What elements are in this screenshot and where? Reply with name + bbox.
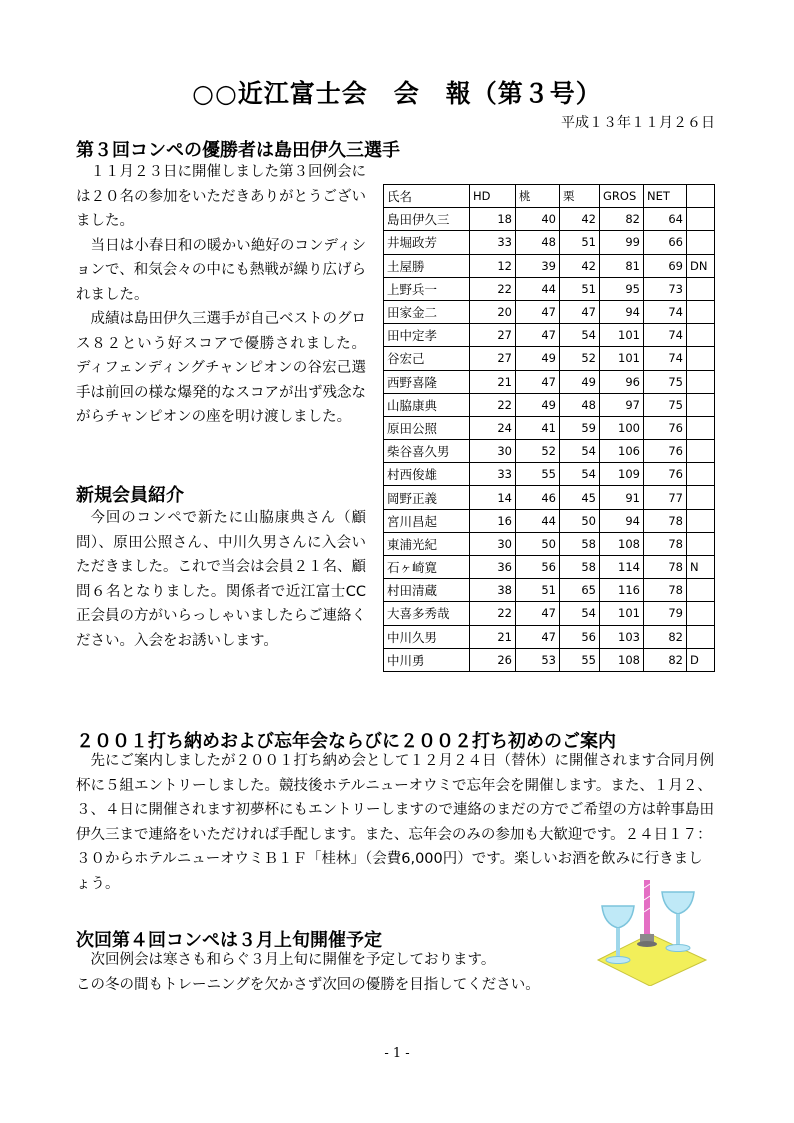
table-row [384,532,715,555]
table-cell [687,486,715,509]
section-heading-year-end: ２００１打ち納めおよび忘年会ならびに２００２打ち初めのご案内 [76,731,616,752]
table-cell: 75 [644,370,687,393]
table-cell: 54 [560,463,600,486]
table-row [384,347,715,370]
table-cell: 81 [600,254,644,277]
table-cell: 64 [644,208,687,231]
score-table [383,184,715,672]
table-cell: 56 [516,556,560,579]
header-kuri: 栗 [560,185,600,208]
table-cell [687,532,715,555]
table-cell: 41 [516,416,560,439]
table-cell: 22 [470,393,516,416]
table-row [384,579,715,602]
table-row [384,300,715,323]
table-cell [687,231,715,254]
table-cell: 49 [516,393,560,416]
table-cell: 22 [470,602,516,625]
table-row [384,370,715,393]
paragraph: 次回例会は寒さも和らぐ３月上旬に開催を予定しております。 [90,952,496,968]
table-cell: 東浦光紀 [384,532,470,555]
table-cell: 101 [600,602,644,625]
table-cell: 47 [560,300,600,323]
table-cell [687,509,715,532]
table-cell: 101 [600,324,644,347]
table-cell: 91 [600,486,644,509]
table-cell: 100 [600,416,644,439]
table-cell: 49 [516,347,560,370]
table-cell: 59 [560,416,600,439]
table-cell: 74 [644,324,687,347]
section-heading-winner: 第３回コンペの優勝者は島田伊久三選手 [76,140,400,161]
table-cell: 47 [516,300,560,323]
table-cell: 76 [644,463,687,486]
table-cell: 24 [470,416,516,439]
table-cell [687,277,715,300]
table-cell: 44 [516,277,560,300]
table-cell: 36 [470,556,516,579]
table-row [384,254,715,277]
table-cell: 47 [516,625,560,648]
table-cell: 12 [470,254,516,277]
table-cell: 40 [516,208,560,231]
header-net: NET [644,185,687,208]
header-hd: HD [470,185,516,208]
paragraph: 今回のコンペで新たに山脇康典さん（顧問）、原田公照さん、中川久男さんに入会いただきました。これで当会は会員２１名、顧問６名となりました。関係者で近江富士CC正会員の方がいらっしゃいましたらご連絡ください。入会をお誘いします。 [76,510,366,649]
header-name: 氏名 [384,185,470,208]
table-cell: 33 [470,231,516,254]
table-cell [687,416,715,439]
table-row [384,231,715,254]
page-title: ○○近江富士会 会 報（第３号） [192,79,602,108]
table-cell: 51 [560,231,600,254]
table-cell: 谷宏己 [384,347,470,370]
table-cell: 79 [644,602,687,625]
table-cell: 94 [600,509,644,532]
table-header-row [384,185,715,208]
header-momo: 桃 [516,185,560,208]
table-cell: 22 [470,277,516,300]
paragraph: この冬の間もトレーニングを欠かさず次回の優勝を目指してください。 [76,976,540,993]
table-cell: 106 [600,440,644,463]
table-cell: 78 [644,556,687,579]
table-cell: 島田伊久三 [384,208,470,231]
table-cell: 95 [600,277,644,300]
paragraph: １１月２３日に開催しました第３回例会には２０名の参加をいただきありがとうございました。 [76,164,366,229]
table-cell: 18 [470,208,516,231]
champagne-glasses-candle-icon [588,874,710,986]
table-cell: 54 [560,440,600,463]
table-cell: 66 [644,231,687,254]
table-cell: 52 [516,440,560,463]
table-cell: 82 [644,648,687,671]
table-cell: 柴谷喜久男 [384,440,470,463]
table-cell: 土屋勝 [384,254,470,277]
table-cell: 76 [644,440,687,463]
table-cell [687,625,715,648]
table-cell: 42 [560,208,600,231]
section-heading-new-members: 新規会員紹介 [76,485,184,506]
page-number: - 1 - [384,1046,410,1061]
table-cell: 114 [600,556,644,579]
table-cell: 73 [644,277,687,300]
table-cell: 田中定孝 [384,324,470,347]
table-cell [687,579,715,602]
table-cell: 中川久男 [384,625,470,648]
table-row [384,393,715,416]
table-cell: 42 [560,254,600,277]
table-cell: 78 [644,532,687,555]
table-cell: 116 [600,579,644,602]
table-cell: 38 [470,579,516,602]
header-gross: GROS [600,185,644,208]
table-cell: 108 [600,648,644,671]
table-row [384,208,715,231]
table-cell [687,393,715,416]
table-cell: 49 [560,370,600,393]
table-cell: 77 [644,486,687,509]
table-cell: 中川勇 [384,648,470,671]
table-cell: 村田清蔵 [384,579,470,602]
section-body-next-competition [76,948,616,997]
table-cell: 上野兵一 [384,277,470,300]
table-row [384,602,715,625]
table-cell: 54 [560,324,600,347]
table-cell: 30 [470,440,516,463]
table-cell: 101 [600,347,644,370]
table-cell: 65 [560,579,600,602]
table-cell: 44 [516,509,560,532]
table-cell [687,463,715,486]
table-cell: DN [687,254,715,277]
table-cell: 74 [644,300,687,323]
table-cell: 74 [644,347,687,370]
table-cell: 16 [470,509,516,532]
table-cell: 103 [600,625,644,648]
paragraph: 当日は小春日和の暖かい絶好のコンディションで、和気会々の中にも熱戦が繰り広げられました。 [76,237,366,303]
table-cell: 33 [470,463,516,486]
table-cell: 75 [644,393,687,416]
table-cell: 54 [560,602,600,625]
table-cell: 99 [600,231,644,254]
table-cell: 50 [516,532,560,555]
table-cell: 20 [470,300,516,323]
table-cell: 58 [560,532,600,555]
table-row [384,277,715,300]
table-row [384,486,715,509]
table-cell: 山脇康典 [384,393,470,416]
table-row [384,324,715,347]
table-row [384,509,715,532]
table-cell: 50 [560,509,600,532]
table-cell [687,602,715,625]
table-cell: 51 [560,277,600,300]
table-cell: 47 [516,324,560,347]
table-cell: 45 [560,486,600,509]
section-heading-next-competition: 次回第４回コンペは３月上旬開催予定 [76,930,382,951]
issue-date: 平成１３年１１月２６日 [561,115,715,131]
table-cell: 宮川昌起 [384,509,470,532]
table-cell: 47 [516,370,560,393]
section-body-winner [76,160,366,430]
table-cell: 51 [516,579,560,602]
table-row [384,556,715,579]
table-cell: 96 [600,370,644,393]
table-cell: 48 [516,231,560,254]
table-cell: 69 [644,254,687,277]
section-body-new-members [76,506,366,653]
table-cell: 52 [560,347,600,370]
table-row [384,440,715,463]
table-cell: N [687,556,715,579]
table-cell: 58 [560,556,600,579]
table-cell: 21 [470,370,516,393]
table-cell: 48 [560,393,600,416]
table-cell: 石ヶ崎寛 [384,556,470,579]
table-cell: 55 [516,463,560,486]
table-cell: 109 [600,463,644,486]
table-cell: 46 [516,486,560,509]
table-cell [687,208,715,231]
paragraph: 成績は島田伊久三選手が自己ベストのグロス８２という好スコアで優勝されました。ディフェンディングチャンピオンの谷宏己選手は前回の様な爆発的なスコアが出ず残念ながらチャンピオンの座を明け渡しました。 [76,311,366,425]
table-cell: 56 [560,625,600,648]
table-cell [687,300,715,323]
table-cell: 53 [516,648,560,671]
table-row [384,463,715,486]
table-cell: 村西俊雄 [384,463,470,486]
table-cell: 78 [644,509,687,532]
table-cell: 27 [470,324,516,347]
table-cell: 大喜多秀哉 [384,602,470,625]
table-cell: D [687,648,715,671]
table-cell: 94 [600,300,644,323]
table-cell: 47 [516,602,560,625]
table-cell: 14 [470,486,516,509]
table-cell [687,440,715,463]
table-cell: 76 [644,416,687,439]
table-cell: 西野喜隆 [384,370,470,393]
table-cell: 108 [600,532,644,555]
table-cell [687,324,715,347]
table-cell: 97 [600,393,644,416]
table-cell: 82 [600,208,644,231]
table-cell [687,347,715,370]
table-cell: 55 [560,648,600,671]
table-cell: 原田公照 [384,416,470,439]
table-row [384,416,715,439]
table-row [384,648,715,671]
table-cell: 井堀政芳 [384,231,470,254]
table-cell: 82 [644,625,687,648]
table-cell [687,370,715,393]
table-cell: 21 [470,625,516,648]
table-cell: 39 [516,254,560,277]
header-remark [687,185,715,208]
table-cell: 26 [470,648,516,671]
table-cell: 田家金二 [384,300,470,323]
table-cell: 27 [470,347,516,370]
table-cell: 岡野正義 [384,486,470,509]
paragraph: 先にご案内しましたが２００１打ち納め会として１２月２４日（替休）に開催されます合同月例杯に５組エントリーしました。競技後ホテルニューオウミで忘年会を開催します。また、１月２、３、４日に開催されます初夢杯にもエントリーしますので連絡のまだの方でご希望の方は幹事島田伊久三まで連絡をいただければ手配します。また、忘年会のみの参加も大歓迎です。２４日１７：３０からホテルニューオウミＢ１Ｆ「桂林」（会費6,000円）です。楽しいお酒を飲みに行きましょう。 [76,753,714,892]
table-cell: 78 [644,579,687,602]
table-row [384,625,715,648]
table-cell: 30 [470,532,516,555]
